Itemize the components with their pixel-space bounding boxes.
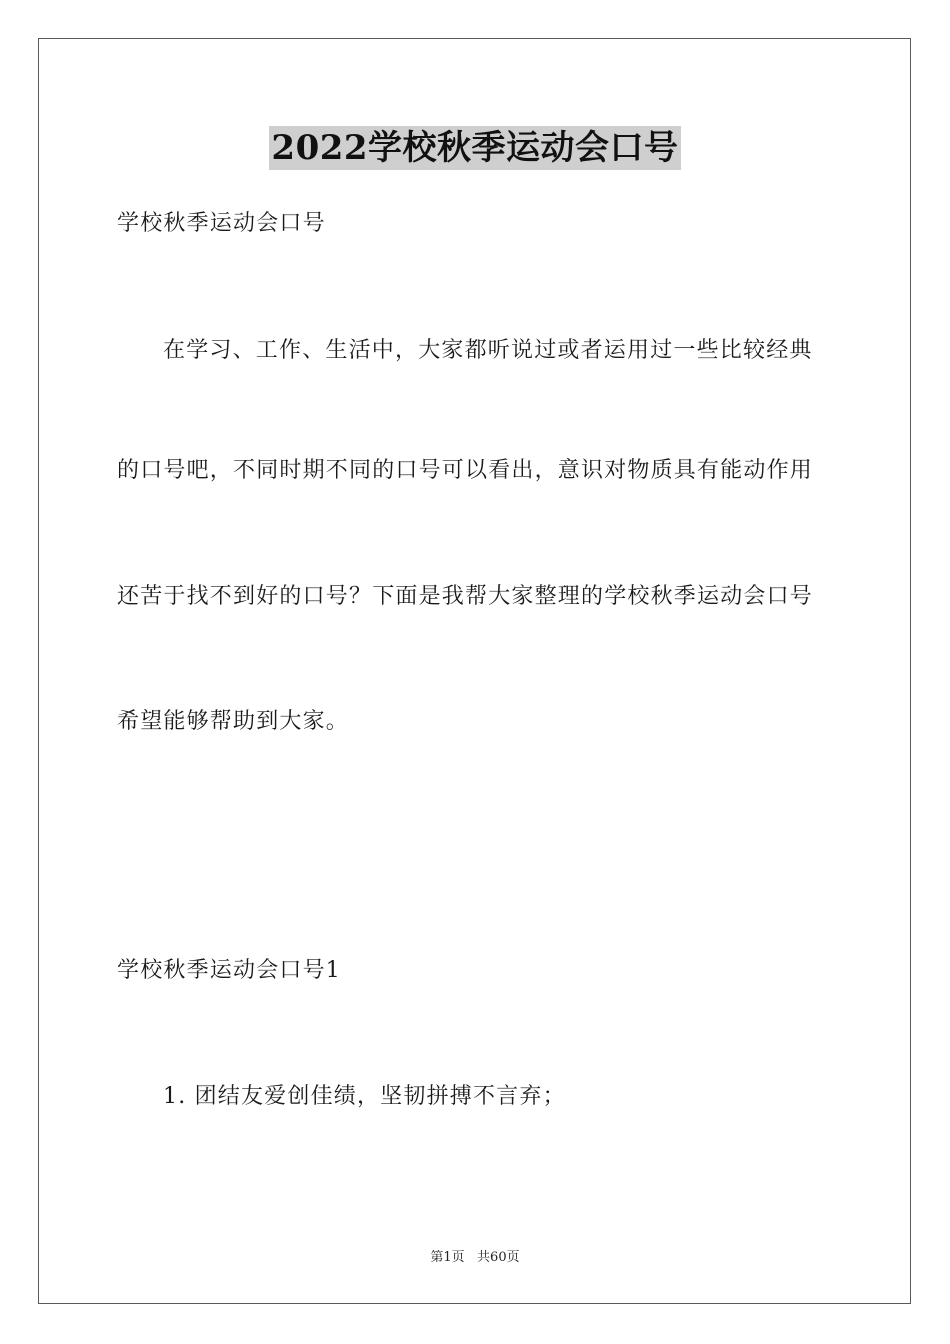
document-title: 2022学校秋季运动会口号 <box>271 128 679 168</box>
page-footer: 第1页 共60页 <box>430 1250 520 1265</box>
intro-line-3: 还苦于找不到好的口号？下面是我帮大家整理的学校秋季运动会口号 <box>117 584 814 609</box>
intro-line-1: 在学习、工作、生活中，大家都听说过或者运用过一些比较经典 <box>163 338 813 363</box>
title-container <box>0 126 950 170</box>
intro-line-4: 希望能够帮助到大家。 <box>117 709 350 734</box>
document-subtitle: 学校秋季运动会口号 <box>117 211 326 236</box>
intro-line-2: 的口号吧，不同时期不同的口号可以看出，意识对物质具有能动作用 <box>117 458 814 483</box>
section-heading: 学校秋季运动会口号1 <box>117 958 341 983</box>
list-item: 1. 团结友爱创佳绩，坚韧拼搏不言弃； <box>163 1084 566 1109</box>
